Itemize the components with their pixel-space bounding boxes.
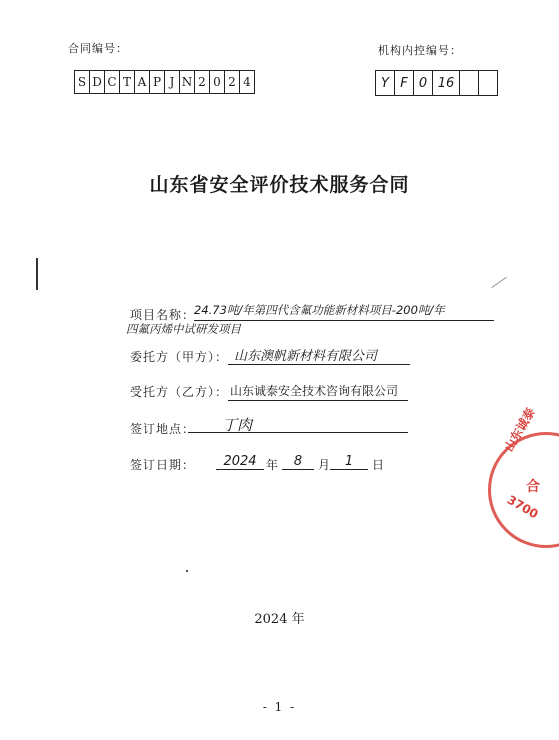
contract-no-char: N [180, 71, 195, 93]
internal-no-boxes [375, 70, 498, 96]
internal-no-char: F [395, 71, 414, 95]
internal-no-char [479, 71, 497, 95]
contract-no-char: S [75, 71, 90, 93]
seal-text: 山东诚泰 [501, 405, 538, 454]
contract-no-char: T [120, 71, 135, 93]
provider-underline [228, 400, 408, 401]
contract-no-char: D [90, 71, 105, 93]
project-name-label: 项目名称： [130, 308, 196, 322]
contract-no-char: 0 [210, 71, 225, 93]
internal-no-char: 0 [414, 71, 433, 95]
date-label: 签订日期： [130, 458, 196, 472]
place-label: 签订地点： [130, 422, 196, 436]
seal-char: 合 [526, 479, 540, 495]
internal-no-label: 机构内控编号： [378, 44, 462, 57]
client-value: 山东澳帆新材料有限公司 [234, 349, 378, 364]
footer-year: 2024 年 [254, 612, 305, 627]
place-value: 丁肉 [222, 416, 253, 434]
internal-no-char: Y [376, 71, 395, 95]
contract-no-char: C [105, 71, 120, 93]
contract-no-char: A [135, 71, 150, 93]
internal-no-char: 16 [433, 71, 460, 95]
contract-no-char: 2 [225, 71, 240, 93]
project-name-value: 24.73吨/年第四代含氟功能新材料项目-200吨/年 [194, 303, 445, 317]
internal-no-char [460, 71, 479, 95]
date-day: 1 [330, 454, 368, 470]
contract-no-label: 合同编号： [68, 42, 128, 55]
provider-value: 山东诚泰安全技术咨询有限公司 [230, 384, 399, 398]
document-title: 山东省安全评价技术服务合同 [149, 174, 410, 196]
provider-label: 受托方（乙方）： [130, 385, 229, 399]
seal-code: 3700 [504, 492, 541, 522]
company-seal [488, 432, 559, 548]
date-day-unit: 日 [372, 458, 386, 472]
contract-no-boxes [74, 70, 255, 94]
client-label: 委托方（甲方）： [130, 350, 229, 364]
contract-no-char: J [165, 71, 180, 93]
binding-mark [36, 258, 38, 290]
contract-no-char: P [150, 71, 165, 93]
contract-no-char: 2 [195, 71, 210, 93]
date-year-unit: 年 [266, 458, 280, 472]
date-month-unit: 月 [318, 458, 332, 472]
scan-mark [491, 277, 506, 288]
place-underline [188, 432, 408, 433]
project-name-value-line2: 四氟丙烯中试研发项目 [126, 322, 241, 336]
date-year: 2024 [216, 454, 264, 470]
page-number: - 1 - [262, 700, 297, 714]
client-underline [228, 364, 410, 365]
contract-no-char: 4 [243, 75, 251, 89]
date-month: 8 [282, 454, 314, 470]
scan-dot [186, 570, 188, 572]
